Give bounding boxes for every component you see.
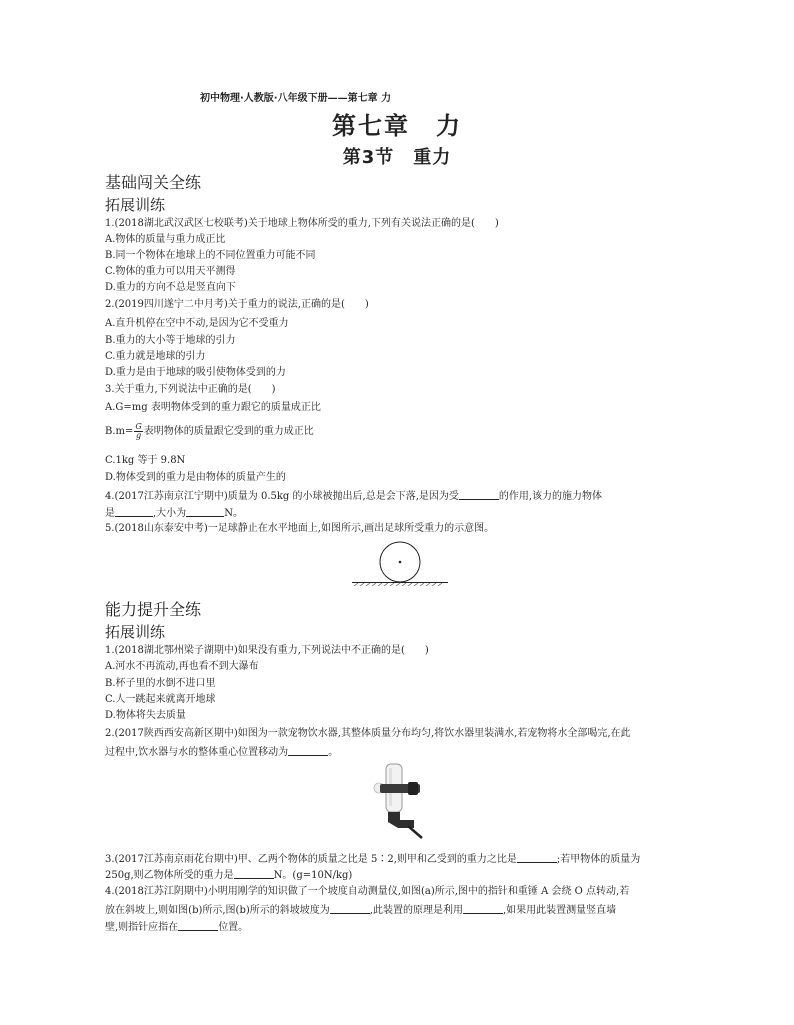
q2-text-1: 过程中,饮水器与水的整体重心位置移动为 <box>105 747 289 758</box>
ball-center-dot <box>399 561 402 564</box>
chapter-title: 第七章 力 <box>332 112 462 140</box>
option-b-text: 表明物体的质量跟它受到的重力成正比 <box>143 426 314 437</box>
p2-q1-option-b: B.杯子里的水倒不进口里 <box>105 678 216 689</box>
clamp-screw <box>408 782 418 795</box>
part1-subtitle: 拓展训练 <box>105 196 166 214</box>
fraction-numerator: G <box>135 422 142 431</box>
p2-q4-line2 <box>105 903 616 917</box>
answer-blank[interactable] <box>463 903 503 914</box>
q2-text-2: 。 <box>328 747 339 758</box>
q4b-text-2: ,此装置的原理是利用 <box>369 905 463 916</box>
q4-text-4: ,大小为 <box>153 508 187 519</box>
q4-text-1: 4.(2017江苏南京江宁期中)质量为 0.5kg 的小球被抛出后,总是会下落,是因为受 <box>105 491 459 502</box>
p1-q4-line1 <box>105 489 602 503</box>
p1-q4-line2 <box>105 506 243 520</box>
p1-q2-option-b: B.重力的大小等于地球的引力 <box>105 335 236 346</box>
option-b-prefix: B.m= <box>105 426 134 437</box>
section-title: 第3节 重力 <box>342 147 452 168</box>
p1-q1-option-b: B.同一个物体在地球上的不同位置重力可能不同 <box>105 250 316 261</box>
p1-q1-stem: 1.(2018湖北武汉武区七校联考)关于地球上物体所受的重力,下列有关说法正确的是( ) <box>105 218 499 229</box>
p1-q5-stem: 5.(2018山东泰安中考)一足球静止在水平地面上,如图所示,画出足球所受重力的示意图。 <box>105 523 495 534</box>
answer-blank[interactable] <box>459 489 499 500</box>
p2-q3-line1 <box>105 852 640 866</box>
p2-q1-option-c: C.人一跳起来就离开地球 <box>105 694 216 705</box>
p2-q1-option-d: D.物体将失去质量 <box>105 710 186 721</box>
p1-q1-option-c: C.物体的重力可以用天平测得 <box>105 266 236 277</box>
p2-q2-line2 <box>105 745 338 759</box>
p1-q3-option-c: C.1kg 等于 9.8N <box>105 455 186 466</box>
p2-q4-line3 <box>105 920 248 934</box>
q3-text-3: 250g,则乙物体所受的重力是 <box>105 870 234 881</box>
answer-blank[interactable] <box>115 506 153 517</box>
page-header: 初中物理·人教版·八年级下册——第七章 力 <box>200 93 392 104</box>
q3-text-1: 3.(2017江苏南京雨花台期中)甲、乙两个物体的质量之比是 5∶2,则甲和乙受到的重力之比是 <box>105 854 517 865</box>
answer-blank[interactable] <box>186 506 224 517</box>
football-figure <box>352 536 448 586</box>
p2-q2-line1: 2.(2017陕西西安高新区期中)如图为一款宠物饮水器,其整体质量分布均匀,将饮水器里装满水,若宠物将水全部喝完,在此 <box>105 728 631 739</box>
q4-text-3: 是 <box>105 508 115 519</box>
p1-q3-option-b <box>105 422 314 442</box>
part2-title: 能力提升全练 <box>105 600 202 619</box>
answer-blank[interactable] <box>517 852 557 863</box>
part2-subtitle: 拓展训练 <box>105 623 166 641</box>
p2-q4-line1: 4.(2018江苏江阴期中)小明用刚学的知识做了一个坡度自动测量仪,如图(a)所示,图中的指针和重锤 A 会绕 O 点转动,若 <box>105 886 630 897</box>
answer-blank[interactable] <box>330 903 370 914</box>
p1-q1-option-d: D.重力的方向不总是竖直向下 <box>105 282 236 293</box>
q4b-text-3: ,如果用此装置测量竖直墙 <box>502 905 617 916</box>
q4b-text-1: 放在斜坡上,则如图(b)所示,图(b)所示的斜坡坡度为 <box>105 905 330 916</box>
q3-text-2: ;若甲物体的质量为 <box>556 854 641 865</box>
p1-q1-option-a: A.物体的质量与重力成正比 <box>105 234 226 245</box>
q4b-text-5: 位置。 <box>218 922 249 933</box>
p1-q2-option-d: D.重力是由于地球的吸引使物体受到的力 <box>105 367 286 378</box>
p1-q3-option-a: A.G=mg 表明物体受到的重力跟它的质量成正比 <box>105 402 321 413</box>
drinking-nozzle-base <box>388 812 414 828</box>
q4b-text-4: 壁,则指针应指在 <box>105 922 179 933</box>
answer-blank[interactable] <box>234 868 274 879</box>
ground-hatch <box>354 583 442 586</box>
p1-q2-stem: 2.(2019四川遂宁二中月考)关于重力的说法,正确的是( ) <box>105 299 369 310</box>
p1-q3-stem: 3.关于重力,下列说法中正确的是( ) <box>105 384 276 395</box>
answer-blank[interactable] <box>288 745 328 756</box>
p1-q2-option-c: C.重力就是地球的引力 <box>105 351 206 362</box>
p1-q2-option-a: A.直升机停在空中不动,是因为它不受重力 <box>105 318 289 329</box>
p1-q3-option-d: D.物体受到的重力是由物体的质量产生的 <box>105 472 286 483</box>
p2-q1-option-a: A.河水不再流动,再也看不到大瀑布 <box>105 661 259 672</box>
q4-text-5: N。 <box>224 508 243 519</box>
q4-text-2: 的作用,该力的施力物体 <box>498 491 603 502</box>
drinking-spout <box>408 826 422 838</box>
q3-text-4: N。(g=10N/kg) <box>273 870 353 881</box>
p2-q3-line2 <box>105 868 352 882</box>
answer-blank[interactable] <box>178 920 218 931</box>
pet-water-dispenser-figure <box>368 762 434 844</box>
fraction-denominator: g <box>136 431 142 440</box>
fraction <box>134 423 142 440</box>
p2-q1-stem: 1.(2018湖北鄂州梁子湖期中)如果没有重力,下列说法中不正确的是( ) <box>105 645 429 656</box>
part1-title: 基础闯关全练 <box>105 173 202 192</box>
